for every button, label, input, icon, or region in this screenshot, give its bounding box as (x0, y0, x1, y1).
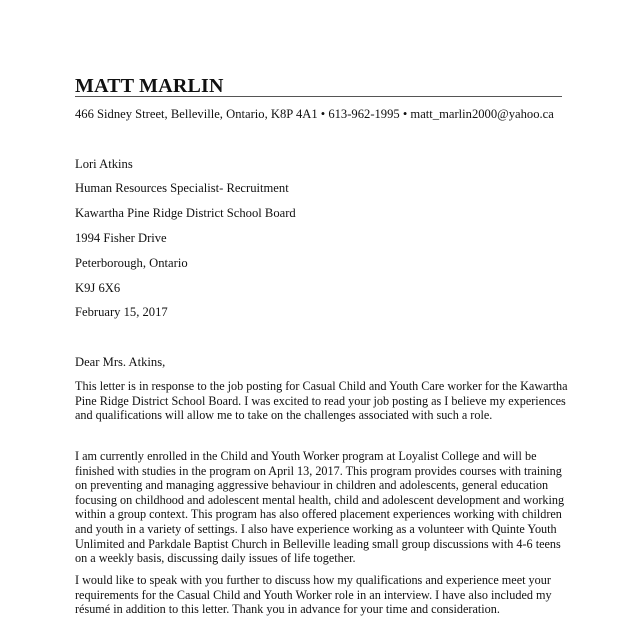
recipient-organization: Kawartha Pine Ridge District School Board (75, 206, 296, 220)
recipient-title: Human Resources Specialist- Recruitment (75, 181, 289, 195)
recipient-name: Lori Atkins (75, 157, 133, 171)
body-paragraph-3: I would like to speak with you further to discuss how my qualifications and experience meet your requirements for the Casual Child and Youth Worker role in an interview. I have also included my résumé in addition to this letter. Thank you in advance for your time and consideration. (75, 573, 552, 617)
body-paragraph-1: This letter is in response to the job posting for Casual Child and Youth Care worker for the Kawartha Pine Ridge District School Board. I was excited to read your job posting as I believe my experiences and qualifications will allow me to take on the challenges associated with such a role. (75, 379, 568, 423)
sender-contact-line: 466 Sidney Street, Belleville, Ontario, K8P 4A1 • 613-962-1995 • matt_marlin2000@yahoo.ca (75, 107, 554, 121)
sender-name: MATT MARLIN (75, 75, 224, 97)
letter-date: February 15, 2017 (75, 305, 168, 319)
recipient-street: 1994 Fisher Drive (75, 231, 167, 245)
header-divider (75, 96, 562, 97)
recipient-city: Peterborough, Ontario (75, 256, 188, 270)
salutation: Dear Mrs. Atkins, (75, 355, 166, 369)
recipient-postal-code: K9J 6X6 (75, 281, 121, 295)
body-paragraph-2: I am currently enrolled in the Child and Youth Worker program at Loyalist College and will be finished with studies in the program on April 13, 2017. This program provides courses with training on preventing and managing aggressive behaviour in children and adolescents, general education focusing on childhood and adolescent mental health, child and adolescent development and working within a group context. This program has also offered placement experiences working with children and youth in a variety of settings. I also have experience working as a volunteer with Quinte Youth Unlimited and Parkdale Baptist Church in Belleville leading small group discussions with 4-6 teens on a weekly basis, discussing daily issues of life together. (75, 449, 565, 566)
